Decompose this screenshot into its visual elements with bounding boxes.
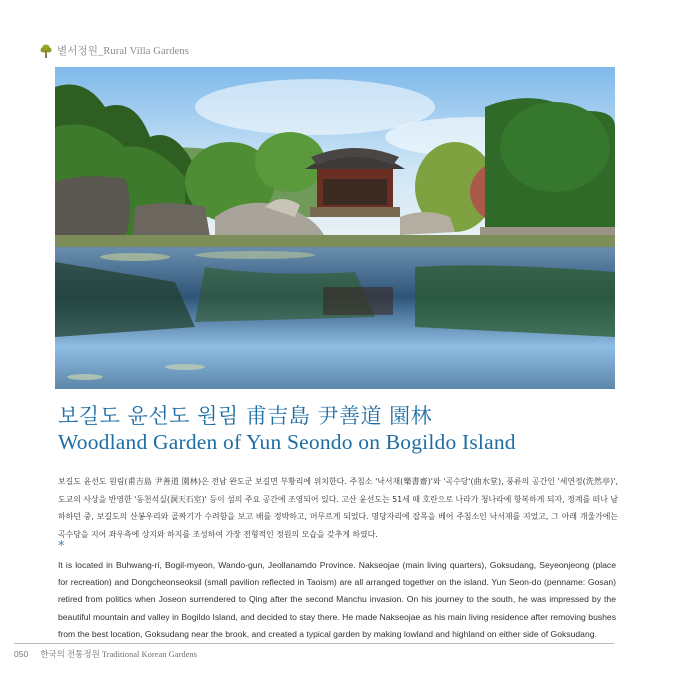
garden-photo <box>55 67 615 389</box>
tree-icon <box>40 44 52 58</box>
asterisk-separator: * <box>58 539 65 554</box>
body-english: It is located in Buhwang-ri, Bogil-myeon, Wando-gun, Jeollanamdo Province. Nakseojae (main living quarters), Goksudang, Seyeonjeong (place for recreation) and Dongcheonseoksil (small pavilion reflected in Taoism) are all arranged together on the island. Yun Seon-do (penname: Gosan) retired from politics when Joseon surrendered to Qing after the second Manchu invasion. On his journey to the south, he was impressed by the beautiful mountain and valley in Bogildo Island, and decided to stay there. He made Nakseojae as his main living residence after removing bushes from the best location, Goksudang near the brook, and created a typical garden by making lowland and highland on either side of Goksudang. <box>58 560 616 639</box>
section-header <box>40 43 189 58</box>
page-number: 050 <box>14 649 29 659</box>
footer-divider <box>14 643 614 644</box>
page-footer <box>14 648 197 660</box>
body-korean: 보길도 윤선도 원림(甫吉島 尹善道 園林)은 전남 완도군 보길면 부황리에 위치한다. 주침소 '낙서재(樂書齋)'와 '곡수당'(曲水堂), 풍류의 공간인 '세연정(洗然亭)', 도교의 사상을 반영한 '동천석실(洞天石室)' 등이 섬의 주요 공간에 조영되어 있다. 고산 윤선도는 51세 때 호란으로 나라가 청나라에 항복하게 되자, 정계를 떠나 남하하던 중, 보길도의 산봉우리와 골짜기가 수려함을 보고 배를 정박하고, 머무르게 되었다. 명당자리에 잡목을 베어 주침소인 낙서재를 지었고, 그 아래 개울가에는 곡수당을 지어 좌우측에 상지와 하지를 조성하여 가장 전형적인 정원의 모습을 갖추게 하였다. <box>58 477 618 539</box>
title-english: Woodland Garden of Yun Seondo on Bogildo Island <box>58 430 516 454</box>
section-label: 별서정원_Rural Villa Gardens <box>57 46 189 57</box>
book-title: 한국의 전통정원 Traditional Korean Gardens <box>40 649 197 659</box>
title-korean: 보길도 윤선도 원림 甫吉島 尹善道 園林 <box>58 404 433 428</box>
